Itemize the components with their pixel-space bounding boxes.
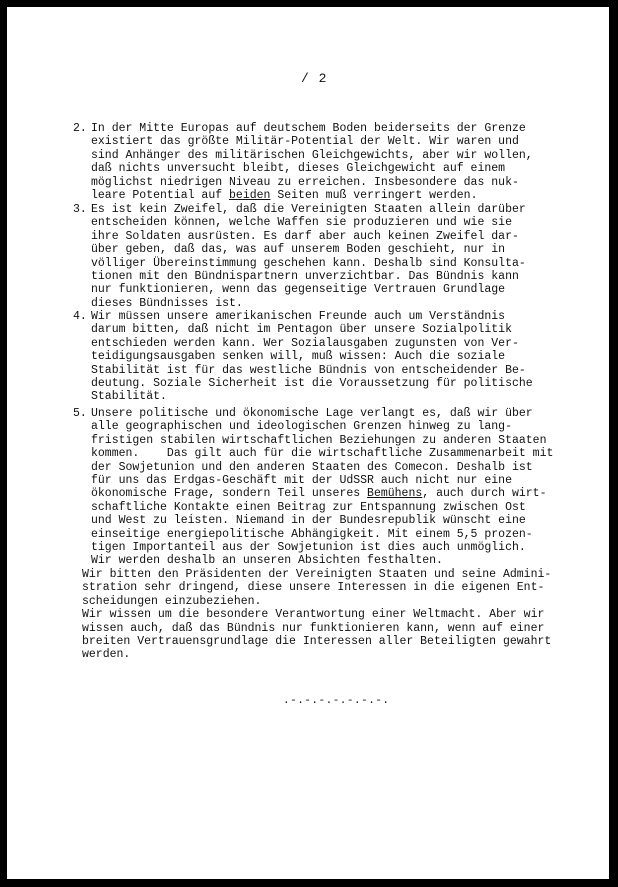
text-line [91, 487, 573, 500]
text-line: ihre Soldaten ausrüsten. Es darf aber auch keinen Zweifel dar- [91, 229, 519, 243]
page-number: / 2 [301, 71, 328, 86]
text-line: entscheiden können, welche Waffen sie produzieren und wie sie [91, 216, 512, 230]
text-line: über geben, daß das, was auf unserem Boden geschieht, nur in [91, 243, 506, 257]
text-line: daß nichts unversucht bleibt, dieses Gleichgewicht auf einem [91, 162, 506, 176]
text-line: der Sowjetunion und den anderen Staaten des Comecon. Deshalb ist [91, 460, 533, 474]
text-line: Stabilität ist für das westliche Bündnis von entscheidender Be- [91, 363, 526, 377]
text-line: teidigungsausgaben senken will, muß wissen: Auch die soziale [91, 350, 506, 364]
text-line: Es ist kein Zweifel, daß die Vereinigten Staaten allein darüber [91, 203, 526, 216]
underlined-word: beiden [229, 189, 271, 203]
text-line: schaftliche Kontakte einen Beitrag zur Entspannung zwischen Ost [91, 500, 526, 514]
text-line: Wir wissen um die besondere Verantwortung einer Weltmacht. Aber wir [82, 608, 545, 622]
text-line: existiert das größte Militär-Potential der Welt. Wir waren und [91, 135, 519, 149]
end-marker: .-.-.-.-.-.-.-. [283, 695, 390, 707]
item-number: 5. [73, 407, 87, 420]
item-text [91, 310, 573, 404]
text-line: tigen Importanteil aus der Sowjetunion ist dies auch unmöglich. [91, 541, 526, 555]
closing-paragraph [82, 568, 582, 662]
text-line: deutung. Soziale Sicherheit ist die Voraussetzung für politische [91, 377, 533, 391]
text-line: In der Mitte Europas auf deutschem Boden beiderseits der Grenze [91, 122, 526, 135]
item-number: 2. [73, 122, 87, 135]
text-segment: , auch durch wirt- [422, 487, 547, 501]
text-segment: ökonomische Frage, sondern Teil unseres [91, 487, 368, 501]
text-line: einseitige energiepolitische Abhängigkeit. Mit einem 5,5 prozen- [91, 527, 533, 541]
text-line: Wir werden deshalb an unseren Absichten festhalten. [91, 554, 443, 568]
text-line: für uns das Erdgas-Geschäft mit der UdSSR auch nicht nur eine [91, 474, 512, 488]
text-line: wissen auch, daß das Bündnis nur funktionieren kann, wenn auf einer [82, 621, 545, 635]
text-line: dieses Bündnisses ist. [91, 296, 243, 310]
text-line: entschieden werden kann. Wer Sozialausgaben zugunsten von Ver- [91, 336, 519, 350]
text-segment: leare Potential auf [91, 189, 230, 203]
text-line: Wir bitten den Präsidenten der Vereinigten Staaten und seine Admini- [82, 568, 552, 581]
text-line: tionen mit den Bündnispartnern unverzichtbar. Das Bündnis kann [91, 270, 519, 284]
text-line: und West zu leisten. Niemand in der Bundesrepublik wünscht eine [91, 514, 526, 528]
text-segment: Seiten muß verringert werden. [270, 189, 478, 203]
text-line: stration sehr dringend, diese unsere Interessen in die eigenen Ent- [82, 581, 545, 595]
item-number: 3. [73, 203, 87, 216]
text-line: fristigen stabilen wirtschaftlichen Beziehungen zu anderen Staaten [91, 433, 547, 447]
text-line: nur funktionieren, wenn das gegenseitige Vertrauen Grundlage [91, 283, 506, 297]
text-line: breiten Vertrauensgrundlage die Interessen aller Beteiligten gewahrt [82, 635, 552, 649]
text-line: werden. [82, 648, 131, 662]
text-line [91, 189, 573, 202]
text-line: darum bitten, daß nicht im Pentagon über unsere Sozialpolitik [91, 323, 512, 337]
text-line: scheidungen einzubeziehen. [82, 594, 262, 608]
item-text [91, 203, 573, 310]
underlined-word: Bemühens [367, 487, 423, 501]
text-line: Stabilität. [91, 390, 167, 404]
item-text [91, 407, 573, 568]
item-number: 4. [73, 310, 87, 323]
item-text [91, 122, 573, 202]
text-line: sind Anhänger des militärischen Gleichgewichts, aber wir wollen, [91, 148, 533, 162]
text-line: Wir müssen unsere amerikanischen Freunde auch um Verständnis [91, 310, 506, 323]
text-line: alle geographischen und ideologischen Grenzen hinweg zu lang- [91, 420, 512, 434]
text-line: möglichst niedrigen Niveau zu erreichen. Insbesondere das nuk- [91, 175, 519, 189]
text-line: kommen. Das gilt auch für die wirtschaftliche Zusammenarbeit mit [91, 447, 554, 461]
text-line: völliger Übereinstimmung geschehen kann. Deshalb sind Konsulta- [91, 256, 526, 270]
text-line: Unsere politische und ökonomische Lage verlangt es, daß wir über [91, 407, 533, 420]
document-page [7, 7, 609, 879]
